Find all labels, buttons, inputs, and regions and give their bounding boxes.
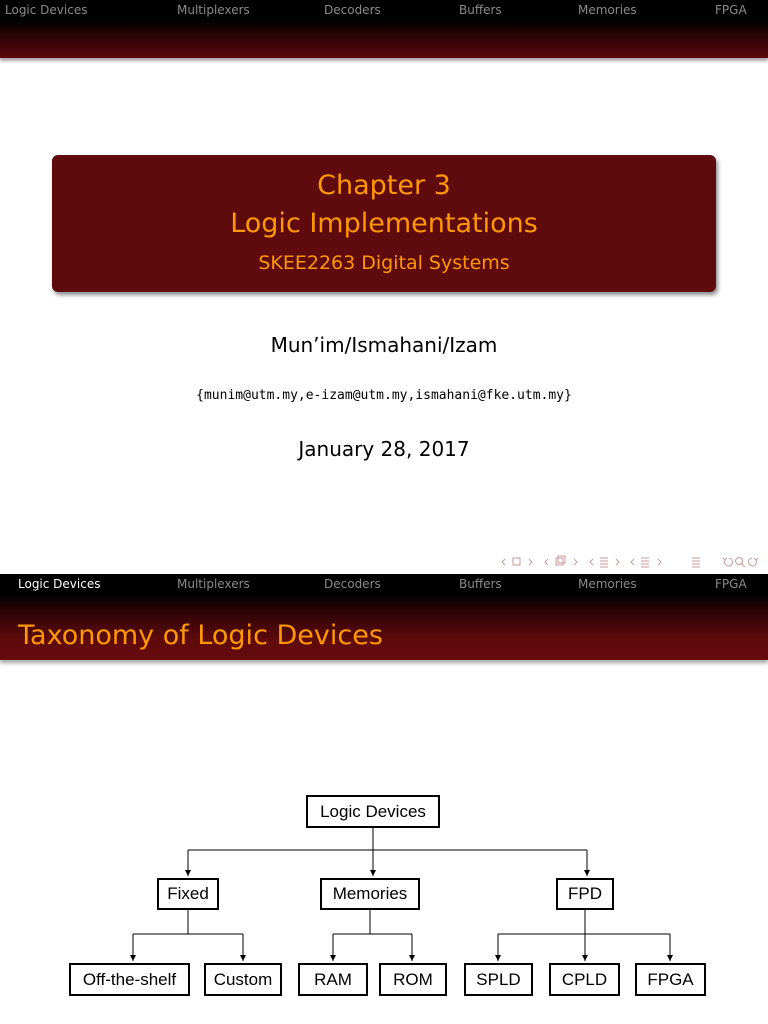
author-names: Mun’im/Ismahani/Izam bbox=[270, 333, 498, 357]
next-frame-icon[interactable] bbox=[574, 559, 577, 565]
prev-slide-icon[interactable] bbox=[502, 559, 505, 565]
presentation-date: January 28, 2017 bbox=[298, 437, 470, 461]
nav-buffers[interactable]: Buffers bbox=[459, 3, 502, 17]
search-icon[interactable] bbox=[736, 558, 746, 568]
node-fixed: Fixed bbox=[157, 878, 219, 910]
header-gradient-strip bbox=[0, 20, 768, 58]
nav-logic-devices[interactable]: Logic Devices bbox=[18, 577, 101, 591]
chapter-name: Logic Implementations bbox=[230, 208, 538, 239]
prev-subsection-icon[interactable] bbox=[590, 559, 593, 565]
node-logic-devices: Logic Devices bbox=[306, 795, 440, 828]
node-custom: Custom bbox=[204, 963, 282, 996]
nav-fpga[interactable]: FPGA bbox=[715, 3, 747, 17]
subsection-icon[interactable] bbox=[600, 558, 608, 567]
node-ram: RAM bbox=[298, 963, 368, 996]
nav-multiplexers[interactable]: Multiplexers bbox=[177, 577, 250, 591]
next-section-icon[interactable] bbox=[658, 559, 661, 565]
node-rom: ROM bbox=[379, 963, 447, 996]
nav-buffers[interactable]: Buffers bbox=[459, 577, 502, 591]
course-subtitle: SKEE2263 Digital Systems bbox=[258, 252, 510, 274]
author-emails: {munim@utm.my,e-izam@utm.my,ismahani@fke.utm.my} bbox=[196, 388, 572, 403]
forward-icon[interactable] bbox=[749, 558, 758, 566]
nav-memories[interactable]: Memories bbox=[578, 3, 637, 17]
node-spld: SPLD bbox=[464, 963, 533, 996]
prev-section-icon[interactable] bbox=[631, 559, 634, 565]
nav-decoders[interactable]: Decoders bbox=[324, 577, 381, 591]
frame-icon[interactable] bbox=[556, 556, 565, 565]
title-block bbox=[52, 155, 716, 292]
nav-logic-devices[interactable]: Logic Devices bbox=[5, 3, 88, 17]
nav-decoders[interactable]: Decoders bbox=[324, 3, 381, 17]
nav-multiplexers[interactable]: Multiplexers bbox=[177, 3, 250, 17]
section-navigation bbox=[0, 0, 768, 20]
next-slide-icon[interactable] bbox=[529, 559, 532, 565]
document-icon[interactable] bbox=[692, 558, 700, 567]
slide-icon[interactable] bbox=[513, 558, 520, 565]
nav-memories[interactable]: Memories bbox=[578, 577, 637, 591]
node-fpga: FPGA bbox=[635, 963, 706, 996]
beamer-navigation-controls bbox=[498, 555, 764, 569]
frame-title: Taxonomy of Logic Devices bbox=[18, 620, 383, 651]
taxonomy-slide bbox=[0, 574, 768, 1024]
section-icon[interactable] bbox=[641, 558, 649, 567]
node-cpld: CPLD bbox=[549, 963, 620, 996]
nav-fpga[interactable]: FPGA bbox=[715, 577, 747, 591]
node-fpd: FPD bbox=[556, 878, 614, 910]
next-subsection-icon[interactable] bbox=[616, 559, 619, 565]
node-off-the-shelf: Off-the-shelf bbox=[69, 963, 190, 996]
back-icon[interactable] bbox=[723, 558, 732, 566]
node-memories: Memories bbox=[320, 878, 420, 910]
prev-frame-icon[interactable] bbox=[545, 559, 548, 565]
chapter-title: Chapter 3 bbox=[317, 170, 451, 201]
